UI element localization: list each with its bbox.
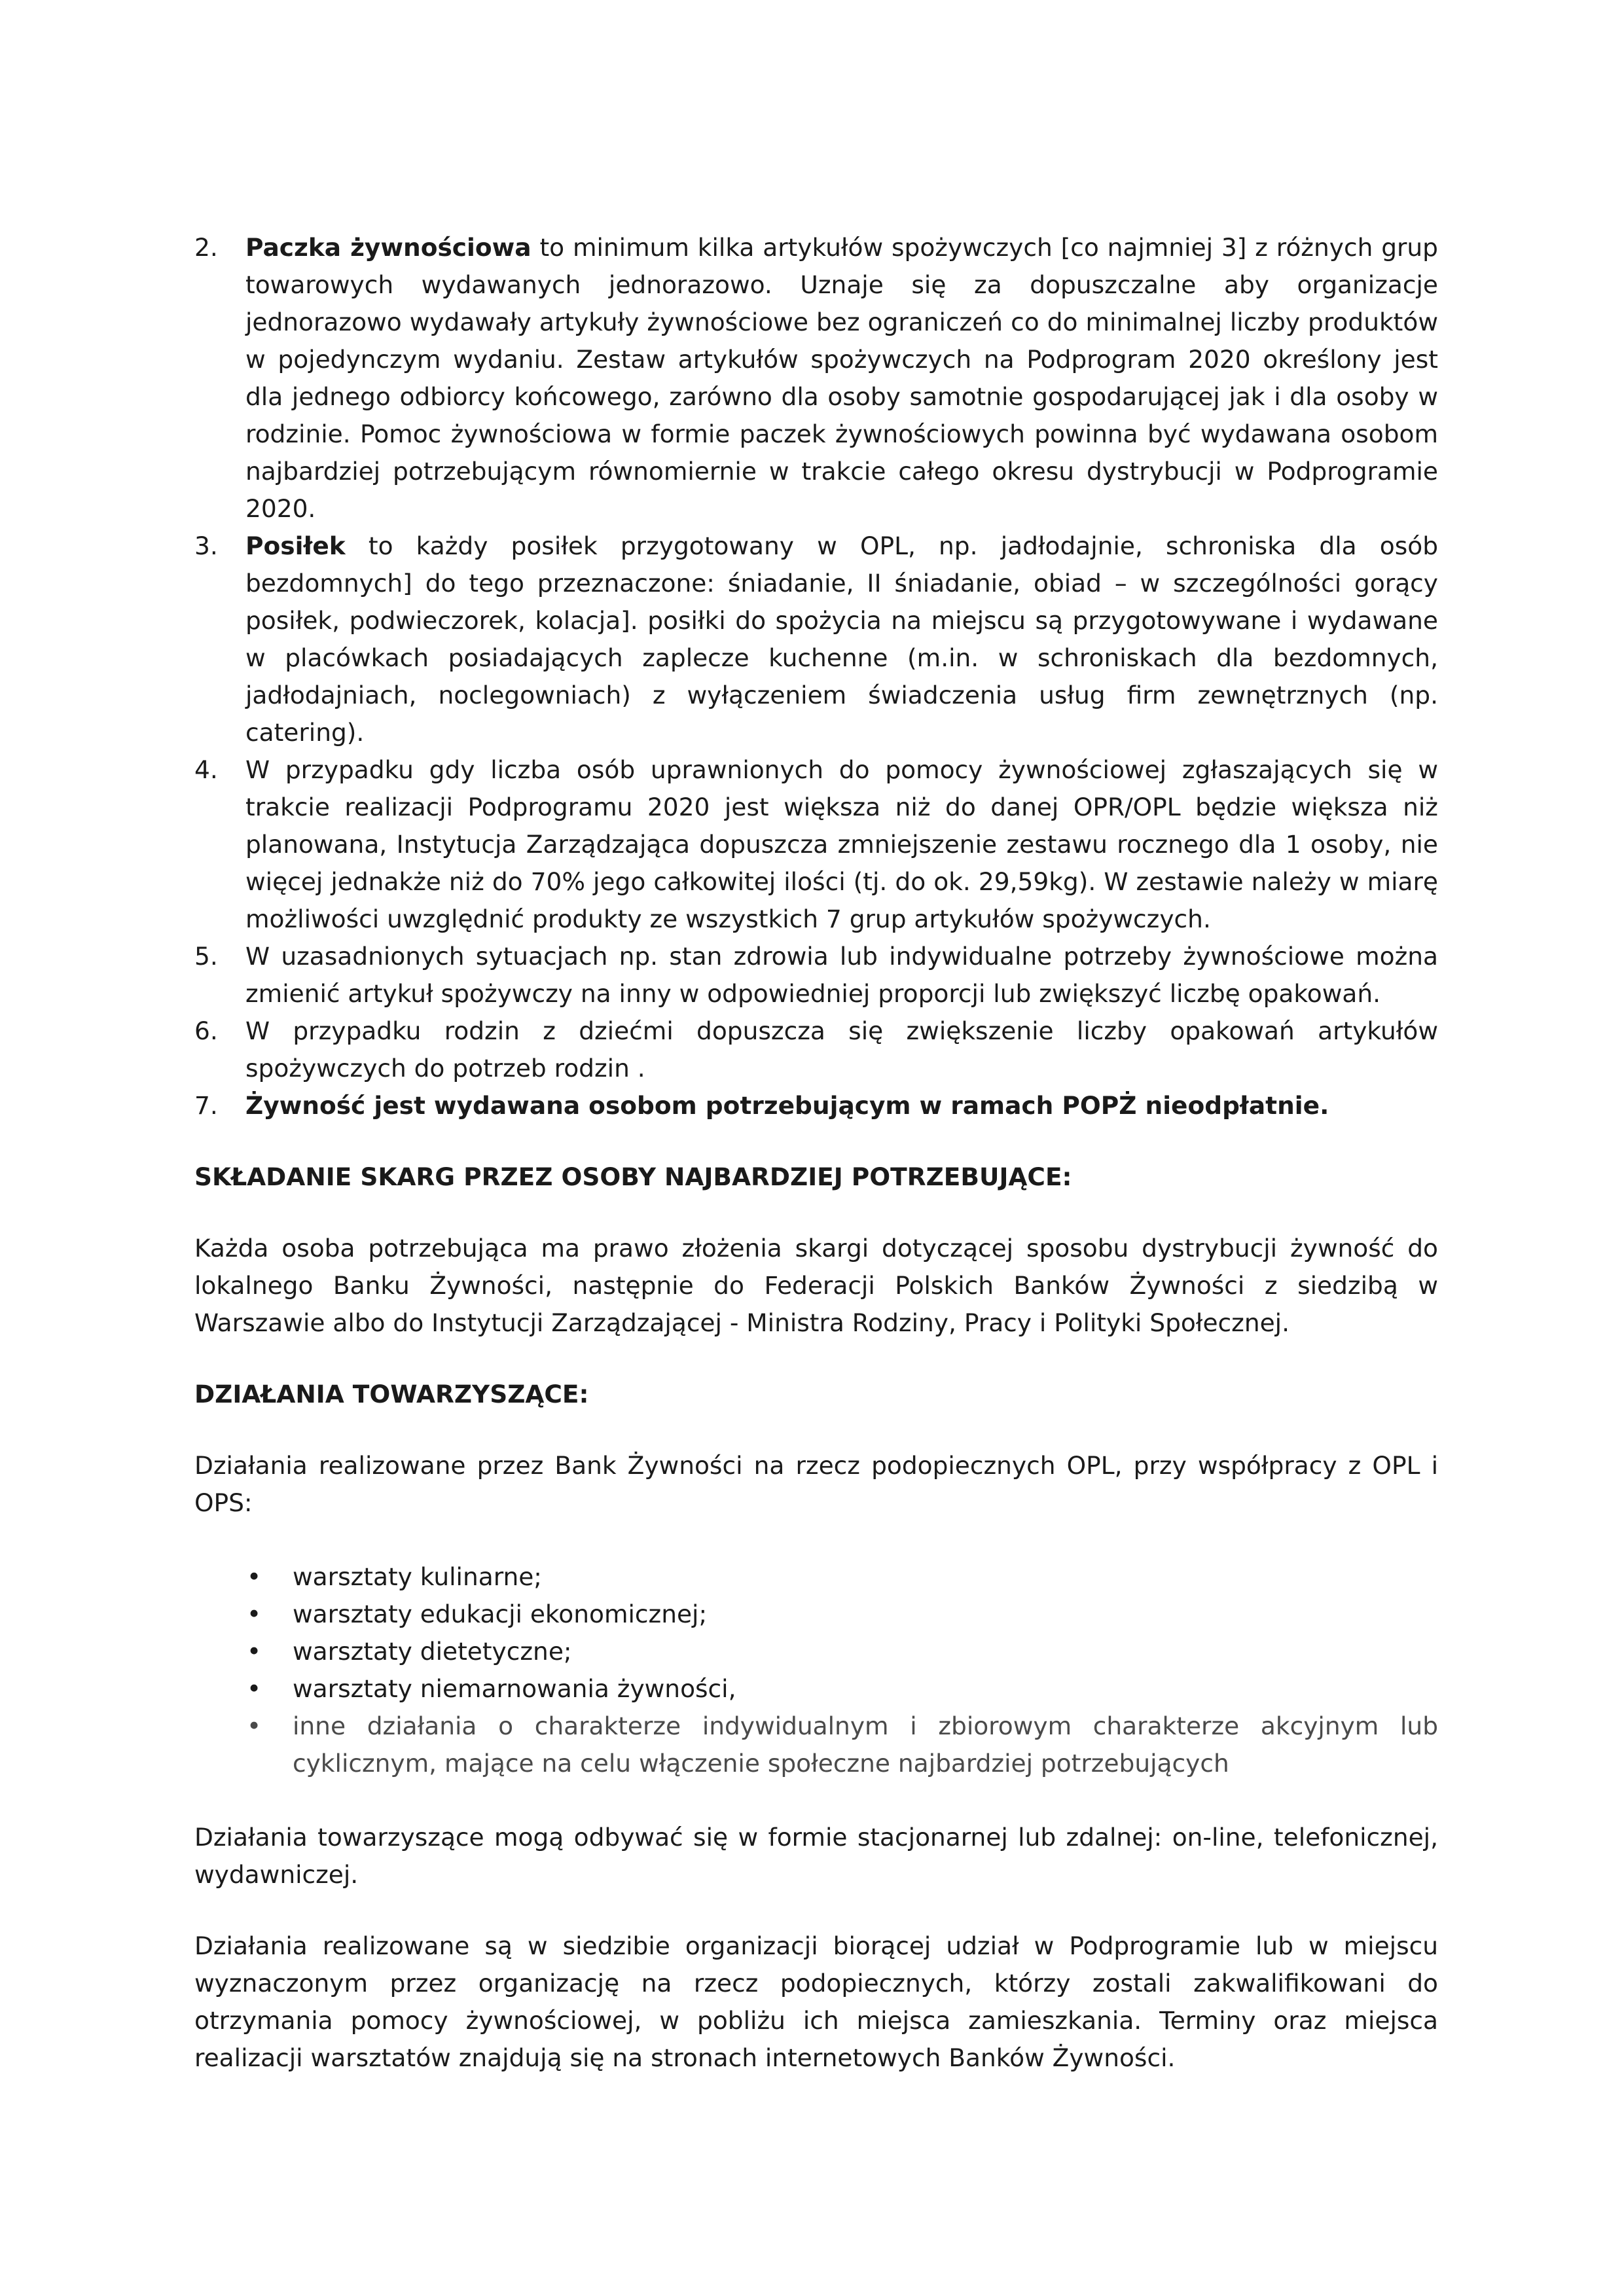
list-item-4 (194, 751, 1438, 938)
complaints-body: Każda osoba potrzebująca ma prawo złożenia skargi dotyczącej sposobu dystrybucji żywność do lokalnego Banku Żywności, następnie do Federacji Polskich Banków Żywności z siedzibą w Warszawie albo do Instytucji Zarządzającej - Ministra Rodziny, Pracy i Polityki Społecznej. (194, 1234, 1438, 1337)
item-term: Paczka żywnościowa (245, 233, 532, 262)
item-text: to minimum kilka artykułów spożywczych [co najmniej 3] z różnych grup towarowych wydawanych jednorazowo. Uznaje się za dopuszczalne aby organizacje jednorazowo wydawały artykuły żywnościowe bez ograniczeń co do minimalnej liczby produktów w pojedynczym wydaniu. Zestaw artykułów spożywczych na Podprogram 2020 określony jest dla jednego odbiorcy końcowego, zarówno dla osoby samotnie gospodarującej jak i dla osoby w rodzinie. Pomoc żywnościowa w formie paczek żywnościowych powinna być wydawana osobom najbardziej potrzebującym równomiernie w trakcie całego okresu dystrybucji w Podprogramie 2020. (245, 233, 1438, 523)
list-item: • warsztaty kulinarne; (194, 1558, 1438, 1596)
list-item: • warsztaty dietetyczne; (194, 1633, 1438, 1670)
list-item: • inne działania o charakterze indywidualnym i zbiorowym charakterze akcyjnym lub cyklicznym, mające na celu włączenie społeczne najbardziej potrzebujących (194, 1708, 1438, 1782)
list-item-7 (194, 1087, 1438, 1124)
item-text: W uzasadnionych sytuacjach np. stan zdrowia lub indywidualne potrzeby żywnościowe można zmienić artykuł spożywczy na inny w odpowiedniej proporcji lub zwiększyć liczbę opakowań. (245, 942, 1438, 1008)
item-term: Posiłek (245, 531, 346, 560)
item-term: Żywność jest wydawana osobom potrzebującym w ramach POPŻ nieodpłatnie. (245, 1091, 1329, 1120)
activities-intro: Działania realizowane przez Bank Żywności na rzecz podopiecznych OPL, przy współpracy z OPL i OPS: (194, 1451, 1438, 1517)
bullet-icon: • (247, 1674, 262, 1703)
bullet-icon: • (247, 1712, 262, 1740)
bullet-icon: • (247, 1600, 262, 1628)
activities-heading: DZIAŁANIA TOWARZYSZĄCE: (194, 1380, 589, 1408)
bullet-icon: • (247, 1562, 262, 1591)
item-text: W przypadku rodzin z dziećmi dopuszcza się zwiększenie liczby opakowań artykułów spożywczych do potrzeb rodzin . (245, 1016, 1438, 1083)
list-item-2 (194, 229, 1438, 528)
list-item: • warsztaty edukacji ekonomicznej; (194, 1596, 1438, 1633)
list-item-5 (194, 938, 1438, 1013)
activities-list (194, 1558, 1438, 1782)
list-item: • warsztaty niemarnowania żywności, (194, 1670, 1438, 1708)
item-number: 5. (194, 942, 218, 971)
item-text: to każdy posiłek przygotowany w OPL, np. jadłodajnie, schroniska dla osób bezdomnych] do tego przeznaczone: śniadanie, II śniadanie, obiad – w szczególności gorący posiłek, podwieczorek, kolacja]. posiłki do spożycia na miejscu są przygotowywane i wydawane w placówkach posiadających zaplecze kuchenne (m.in. w schroniskach dla bezdomnych, jadłodajniach, noclegowniach) z wyłączeniem świadczenia usług firm zewnętrznych (np. catering). (245, 531, 1438, 747)
item-number: 4. (194, 755, 218, 784)
activities-location-paragraph: Działania realizowane są w siedzibie organizacji biorącej udział w Podprogramie lub w miejscu wyznaczonym przez organizację na rzecz podopiecznych, którzy zostali zakwalifikowani do otrzymania pomocy żywnościowej, w pobliżu ich miejsca zamieszkania. Terminy oraz miejsca realizacji warsztatów znajdują się na stronach internetowych Banków Żywności. (194, 1931, 1438, 2072)
item-number: 7. (194, 1091, 218, 1120)
bullet-icon: • (247, 1637, 262, 1666)
document-page (194, 229, 1438, 2077)
list-item-6 (194, 1013, 1438, 1087)
item-number: 6. (194, 1016, 218, 1045)
item-number: 3. (194, 531, 218, 560)
list-item-3 (194, 528, 1438, 751)
item-number: 2. (194, 233, 218, 262)
activities-forms-paragraph: Działania towarzyszące mogą odbywać się w formie stacjonarnej lub zdalnej: on-line, telefonicznej, wydawniczej. (194, 1823, 1438, 1889)
complaints-heading: SKŁADANIE SKARG PRZEZ OSOBY NAJBARDZIEJ POTRZEBUJĄCE: (194, 1162, 1072, 1191)
item-text: W przypadku gdy liczba osób uprawnionych do pomocy żywnościowej zgłaszających się w trakcie realizacji Podprogramu 2020 jest większa niż do danej OPR/OPL będzie większa niż planowana, Instytucja Zarządzająca dopuszcza zmniejszenie zestawu rocznego dla 1 osoby, nie więcej jednakże niż do 70% jego całkowitej ilości (tj. do ok. 29,59kg). W zestawie należy w miarę możliwości uwzględnić produkty ze wszystkich 7 grup artykułów spożywczych. (245, 755, 1438, 933)
